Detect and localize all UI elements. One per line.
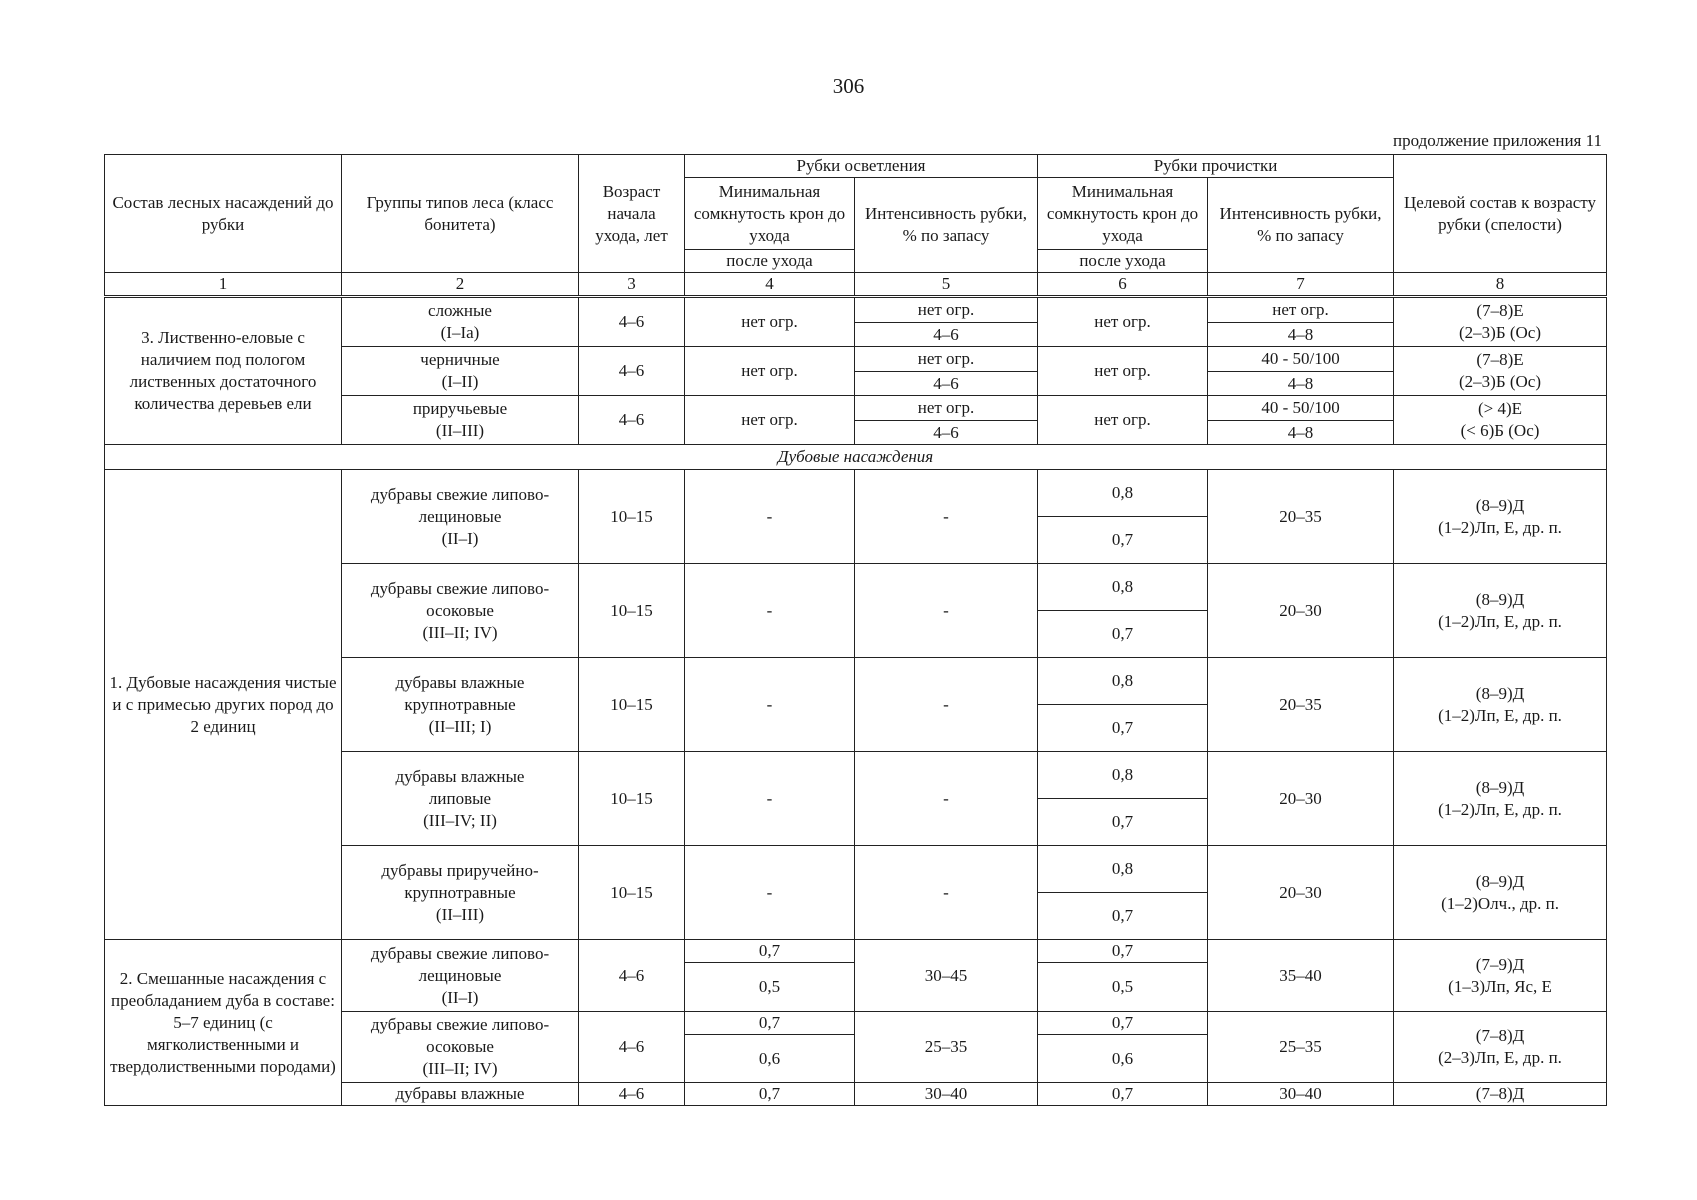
light-density-cell: 0,7 [685,1083,855,1106]
light-density-cell: - [685,470,855,564]
clean-density-after-cell: 0,7 [1038,799,1208,846]
header-composition: Состав лесных насаждений до рубки [105,155,342,273]
continuation-note: продолжение приложения 11 [1392,131,1602,150]
clean-intensity-cell: 40 - 50/100 [1208,347,1394,372]
light-density-cell: 0,7 [685,1012,855,1035]
light-density-cell: - [685,564,855,658]
age-cell: 10–15 [579,470,685,564]
age-cell: 4–6 [579,1012,685,1083]
forest-type-cell: дубравы свежие липово- лещиновые (II–I) [342,470,579,564]
composition-cell: 3. Лиственно-еловые с наличием под пологом лиственных достаточного количества деревьев ели [105,297,342,445]
column-number: 3 [579,273,685,297]
clean-density-cell: 0,8 [1038,658,1208,705]
clean-density-cell: нет огр. [1038,347,1208,396]
header-light-min-density: Минимальная сомкнутость крон до ухода [685,178,855,250]
forest-type-cell: дубравы влажные крупнотравные (II–III; I) [342,658,579,752]
clean-intensity-cell: 20–35 [1208,658,1394,752]
clean-intensity-cell: 30–40 [1208,1083,1394,1106]
column-number: 5 [855,273,1038,297]
light-intensity-cell: 30–45 [855,940,1038,1012]
composition-cell: 2. Смешанные насаждения с преобладанием дуба в составе: 5–7 единиц (с мягколиственными и твердолиственными породами) [105,940,342,1106]
light-intensity-cell: - [855,752,1038,846]
header-light-after-care: после ухода [685,250,855,273]
header-light-intensity: Интенсивность рубки, % по запасу [855,178,1038,273]
light-intensity-cell: нет огр. [855,347,1038,372]
table-row [105,940,1607,963]
clean-intensity-cell: 40 - 50/100 [1208,396,1394,421]
column-number: 1 [105,273,342,297]
clean-density-cell: нет огр. [1038,297,1208,347]
header-clean-intensity: Интенсивность рубки, % по запасу [1208,178,1394,273]
target-cell: (7–8)Е (2–3)Б (Ос) [1394,297,1607,347]
light-intensity-cell: - [855,658,1038,752]
light-intensity-cell: 4–6 [855,372,1038,396]
forest-type-cell: дубравы свежие липово- осоковые (III–II; IV) [342,564,579,658]
light-density-cell: нет огр. [685,347,855,396]
composition-cell: 1. Дубовые насаждения чистые и с примесью других пород до 2 единиц [105,470,342,940]
light-intensity-cell: - [855,564,1038,658]
target-cell: (8–9)Д (1–2)Лп, Е, др. п. [1394,470,1607,564]
light-intensity-cell: нет огр. [855,297,1038,323]
section-title: Дубовые насаждения [105,445,1607,470]
light-density-cell: - [685,846,855,940]
clean-density-after-cell: 0,5 [1038,963,1208,1012]
light-density-cell: - [685,658,855,752]
age-cell: 4–6 [579,1083,685,1106]
clean-intensity-cell: 4–8 [1208,421,1394,445]
column-number-row [105,273,1607,297]
clean-density-after-cell: 0,6 [1038,1035,1208,1083]
clean-density-cell: 0,8 [1038,752,1208,799]
light-intensity-cell: 25–35 [855,1012,1038,1083]
light-density-cell: - [685,752,855,846]
clean-density-cell: 0,8 [1038,846,1208,893]
target-cell: (7–8)Д [1394,1083,1607,1106]
clean-intensity-cell: 20–30 [1208,752,1394,846]
clean-intensity-cell: 20–30 [1208,846,1394,940]
age-cell: 10–15 [579,846,685,940]
forest-type-cell: дубравы свежие липово- лещиновые (II–I) [342,940,579,1012]
column-number: 7 [1208,273,1394,297]
light-intensity-cell: - [855,470,1038,564]
target-cell: (8–9)Д (1–2)Лп, Е, др. п. [1394,658,1607,752]
clean-intensity-cell: 20–30 [1208,564,1394,658]
clean-density-cell: 0,7 [1038,1012,1208,1035]
table-row [105,470,1607,517]
column-number: 2 [342,273,579,297]
section-row [105,445,1607,470]
age-cell: 10–15 [579,564,685,658]
target-cell: (8–9)Д (1–2)Лп, Е, др. п. [1394,752,1607,846]
forest-type-cell: черничные (I–II) [342,347,579,396]
forest-type-cell: дубравы влажные липовые (III–IV; II) [342,752,579,846]
target-cell: (8–9)Д (1–2)Олч., др. п. [1394,846,1607,940]
clean-intensity-cell: 4–8 [1208,323,1394,347]
light-density-cell: нет огр. [685,396,855,445]
clean-intensity-cell: 20–35 [1208,470,1394,564]
column-number: 8 [1394,273,1607,297]
age-cell: 4–6 [579,347,685,396]
table-header [105,155,1607,297]
target-cell: (> 4)Е (< 6)Б (Ос) [1394,396,1607,445]
header-clean-min-density: Минимальная сомкнутость крон до ухода [1038,178,1208,250]
header-clean-after-care: после ухода [1038,250,1208,273]
header-age: Возраст начала ухода, лет [579,155,685,273]
target-cell: (8–9)Д (1–2)Лп, Е, др. п. [1394,564,1607,658]
header-forest-type: Группы типов леса (класс бонитета) [342,155,579,273]
target-cell: (7–8)Е (2–3)Б (Ос) [1394,347,1607,396]
forest-type-cell: дубравы приручейно- крупнотравные (II–III) [342,846,579,940]
silviculture-table [104,154,1607,1106]
forest-type-cell: приручьевые (II–III) [342,396,579,445]
clean-intensity-cell: 4–8 [1208,372,1394,396]
age-cell: 4–6 [579,297,685,347]
clean-density-cell: 0,7 [1038,1083,1208,1106]
light-density-cell: нет огр. [685,297,855,347]
forest-type-cell: дубравы свежие липово- осоковые (III–II; IV) [342,1012,579,1083]
clean-density-cell: нет огр. [1038,396,1208,445]
light-intensity-cell: нет огр. [855,396,1038,421]
light-intensity-cell: 4–6 [855,323,1038,347]
header-target-composition: Целевой состав к возрасту рубки (спелости) [1394,155,1607,273]
light-intensity-cell: - [855,846,1038,940]
light-intensity-cell: 4–6 [855,421,1038,445]
forest-type-cell: сложные (I–Ia) [342,297,579,347]
table-body [105,297,1607,1106]
clean-intensity-cell: 35–40 [1208,940,1394,1012]
clean-intensity-cell: нет огр. [1208,297,1394,323]
target-cell: (7–9)Д (1–3)Лп, Яс, Е [1394,940,1607,1012]
clean-density-after-cell: 0,7 [1038,705,1208,752]
target-cell: (7–8)Д (2–3)Лп, Е, др. п. [1394,1012,1607,1083]
clean-density-after-cell: 0,7 [1038,517,1208,564]
light-density-after-cell: 0,5 [685,963,855,1012]
table-row [105,297,1607,323]
light-density-after-cell: 0,6 [685,1035,855,1083]
column-number: 6 [1038,273,1208,297]
clean-intensity-cell: 25–35 [1208,1012,1394,1083]
clean-density-after-cell: 0,7 [1038,611,1208,658]
page-number: 306 [832,74,865,98]
age-cell: 10–15 [579,658,685,752]
age-cell: 4–6 [579,940,685,1012]
light-density-cell: 0,7 [685,940,855,963]
header-group-cleaning-cutting: Рубки прочистки [1038,155,1394,178]
forest-type-cell: дубравы влажные [342,1083,579,1106]
clean-density-cell: 0,7 [1038,940,1208,963]
header-group-light-cutting: Рубки осветления [685,155,1038,178]
clean-density-cell: 0,8 [1038,564,1208,611]
clean-density-after-cell: 0,7 [1038,893,1208,940]
column-number: 4 [685,273,855,297]
clean-density-cell: 0,8 [1038,470,1208,517]
light-intensity-cell: 30–40 [855,1083,1038,1106]
age-cell: 10–15 [579,752,685,846]
age-cell: 4–6 [579,396,685,445]
